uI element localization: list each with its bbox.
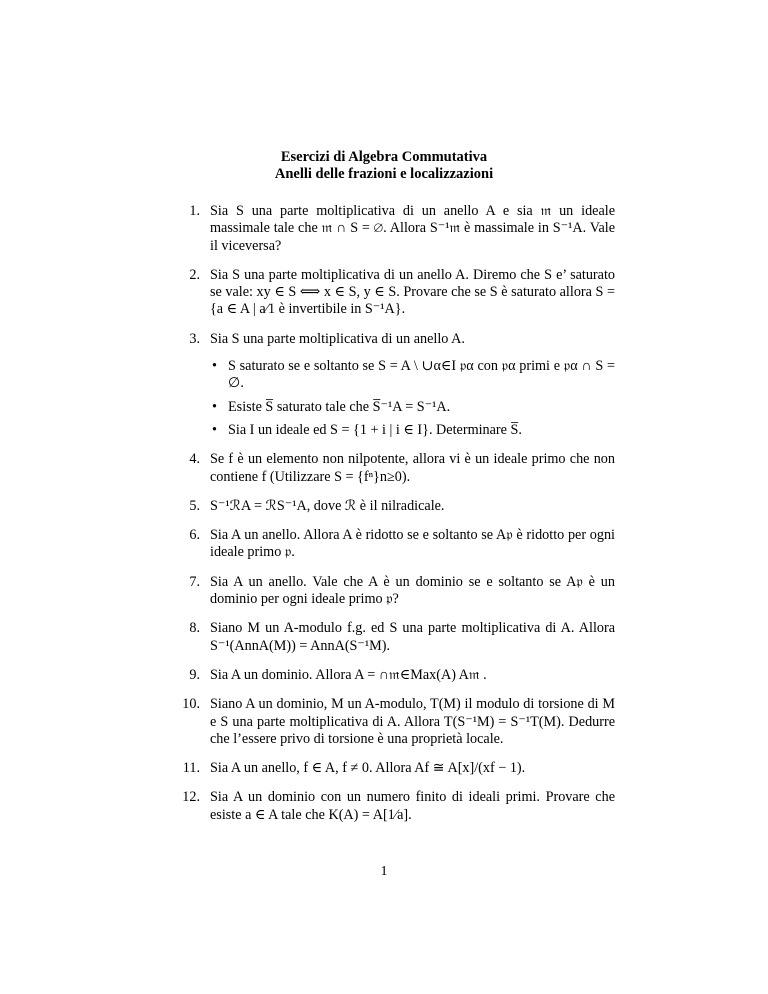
exercise-item-6 bbox=[170, 527, 615, 562]
exercise-item-5 bbox=[170, 498, 615, 515]
exercise-item-3 bbox=[170, 331, 615, 439]
exercise-number: 10. bbox=[182, 696, 200, 713]
exercise-item-2 bbox=[170, 267, 615, 319]
exercise-item-8 bbox=[170, 620, 615, 655]
exercise-text: Siano M un A-modulo f.g. ed S una parte moltiplicativa di A. Allora S⁻¹(AnnA(M)) = AnnA(S⁻¹M). bbox=[210, 620, 615, 654]
exercise-item-9 bbox=[170, 667, 615, 684]
document-subtitle: Anelli delle frazioni e localizzazioni bbox=[274, 166, 494, 182]
bullet-icon: • bbox=[212, 421, 217, 438]
exercise-item-10 bbox=[170, 696, 615, 748]
exercise-number: 3. bbox=[189, 330, 200, 347]
exercise-number: 5. bbox=[189, 497, 200, 514]
exercise-number: 11. bbox=[182, 760, 200, 777]
exercise-subitem: • Esiste S̅ saturato tale che S̅⁻¹A = S⁻¹A. bbox=[212, 398, 451, 415]
exercise-number: 2. bbox=[189, 266, 200, 283]
exercise-text: Siano A un dominio, M un A-modulo, T(M) il modulo di torsione di M e S una parte moltiplicativa di A. Allora T(S⁻¹M) = S⁻¹T(M). Dedurre che l’essere privo di torsione è una proprietà locale. bbox=[210, 696, 615, 747]
bullet-icon: • bbox=[212, 358, 217, 375]
exercise-subitem: • S saturato se e soltanto se S = A \ ∪α∈I 𝔭α con 𝔭α primi e 𝔭α ∩ S = ∅. bbox=[212, 358, 615, 392]
exercise-text: Sia A un dominio con un numero finito di ideali primi. Provare che esiste a ∈ A tale che K(A) = A[1⁄a]. bbox=[210, 789, 615, 823]
exercise-number: 7. bbox=[189, 573, 200, 590]
exercise-list bbox=[170, 203, 615, 824]
exercise-number: 12. bbox=[182, 789, 200, 806]
exercise-number: 8. bbox=[189, 620, 200, 637]
exercise-text: Sia S una parte moltiplicativa di un anello A e sia 𝔪 un ideale massimale tale che 𝔪 ∩ S = ∅. Allora S⁻¹𝔪 è massimale in S⁻¹A. Vale il viceversa? bbox=[210, 203, 615, 254]
document-title: Esercizi di Algebra Commutativa bbox=[280, 149, 488, 165]
exercise-text: S⁻¹ℛA = ℛS⁻¹A, dove ℛ è il nilradicale. bbox=[210, 497, 445, 514]
exercise-item-11 bbox=[170, 760, 615, 777]
exercise-subitem-list bbox=[210, 358, 615, 439]
exercise-number: 4. bbox=[189, 451, 200, 468]
bullet-icon: • bbox=[212, 398, 217, 415]
exercise-number: 1. bbox=[189, 203, 200, 219]
exercise-text: Sia A un dominio. Allora A = ∩𝔪∈Max(A) A𝔪 . bbox=[210, 666, 487, 683]
exercise-item-4 bbox=[170, 451, 615, 486]
exercise-item-7 bbox=[170, 574, 615, 609]
exercise-text: Sia S una parte moltiplicativa di un anello A. bbox=[210, 330, 465, 347]
page-number: 1 bbox=[380, 864, 388, 879]
exercise-text: Se f è un elemento non nilpotente, allora vi è un ideale primo che non contiene f (Utilizzare S = {fⁿ}n≥0). bbox=[210, 451, 615, 485]
exercise-number: 6. bbox=[189, 527, 200, 544]
exercise-item-1 bbox=[170, 203, 615, 255]
exercise-number: 9. bbox=[189, 666, 200, 683]
exercise-text: Sia A un anello. Allora A è ridotto se e soltanto se A𝔭 è ridotto per ogni ideale primo 𝔭. bbox=[210, 527, 615, 561]
exercise-item-12 bbox=[170, 789, 615, 824]
exercise-text: Sia A un anello. Vale che A è un dominio se e soltanto se A𝔭 è un dominio per ogni ideale primo 𝔭? bbox=[210, 573, 615, 608]
exercise-subitem: • Sia I un ideale ed S = {1 + i | i ∈ I}. Determinare S̅. bbox=[212, 421, 522, 438]
exercise-text: Sia A un anello, f ∈ A, f ≠ 0. Allora Af ≅ A[x]/(xf − 1). bbox=[210, 760, 526, 777]
exercise-text: Sia S una parte moltiplicativa di un anello A. Diremo che S e’ saturato se vale: xy ∈ S ⟺ x ∈ S, y ∈ S. Provare che se S è saturato allora S = {a ∈ A | a⁄1 è invertibile in S⁻¹A}. bbox=[210, 266, 615, 318]
